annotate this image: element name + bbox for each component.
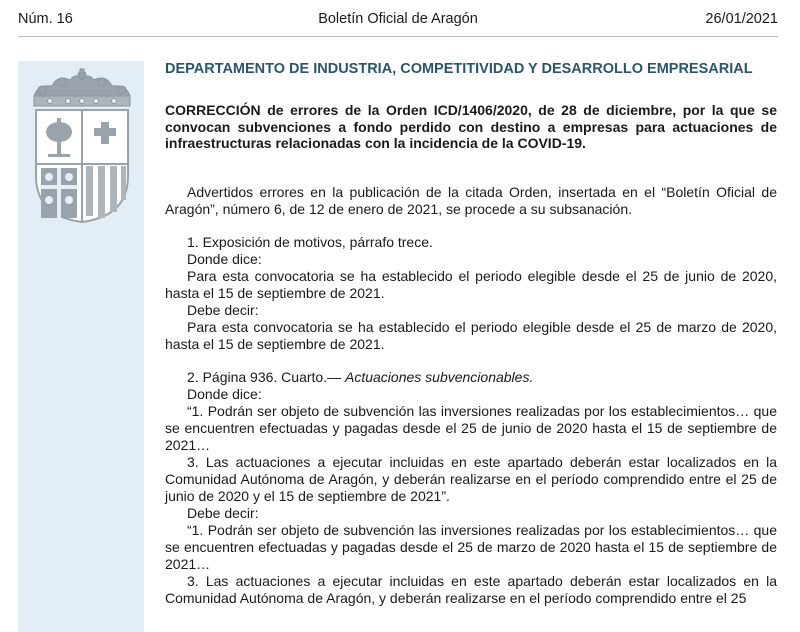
paragraph-debe-decir-2: Debe decir: — [187, 504, 259, 521]
document-content — [165, 61, 777, 607]
document-title: CORRECCIÓN de errores de la Orden ICD/1406/2020, de 28 de diciembre, por la que se convocan subvenciones a fondo perdido con destino a empresas para actuaciones de infraestructuras relacionadas con la incidencia de la COVID-19. — [165, 102, 777, 151]
header-divider — [18, 36, 778, 37]
paragraph-donde-dice-2: Donde dice: — [187, 385, 262, 402]
issue-number: Núm. 16 — [18, 11, 73, 27]
paragraph-donde-dice-1: Donde dice: — [187, 250, 262, 267]
paragraph-corrected-2a: “1. Podrán ser objeto de subvención las inversiones realizadas por los establecimientos… que se encuentren efectuadas y pagadas desde el 25 de marzo de 2020 hasta el 15 de septiembre de 2021… — [165, 521, 777, 572]
page-header — [18, 11, 778, 33]
document-body — [165, 184, 777, 607]
item-2-prefix: 2. Página 936. Cuarto.— — [187, 368, 345, 385]
paragraph-item-1: 1. Exposición de motivos, párrafo trece. — [187, 233, 433, 250]
paragraph-corrected-1: Para esta convocatoria se ha establecido el periodo elegible desde el 25 de marzo de 2020, hasta el 15 de septiembre de 2021. — [165, 318, 777, 352]
department-heading: DEPARTAMENTO DE INDUSTRIA, COMPETITIVIDAD Y DESARROLLO EMPRESARIAL — [165, 61, 753, 77]
paragraph-intro: Advertidos errores en la publicación de la citada Orden, insertada en el “Boletín Oficial de Aragón”, número 6, de 12 de enero de 2021, se procede a su subsanación. — [165, 183, 777, 217]
publication-name: Boletín Oficial de Aragón — [318, 11, 478, 27]
item-2-italic: Actuaciones subvencionables. — [345, 368, 534, 385]
paragraph-item-2 — [165, 369, 777, 386]
paragraph-original-2b: 3. Las actuaciones a ejecutar incluidas en este apartado deberán estar localizados en la Comunidad Autónoma de Aragón, y deberán realizarse en el período comprendido entre el 25 de junio de 2020 y el 15 de septiembre de 2021”. — [165, 453, 777, 504]
aragon-coat-of-arms-icon — [28, 66, 136, 226]
paragraph-corrected-2b: 3. Las actuaciones a ejecutar incluidas en este apartado deberán estar localizados en la Comunidad Autónoma de Aragón, y deberán realizarse en el período comprendido entre el 25 — [165, 572, 777, 606]
paragraph-original-2a: “1. Podrán ser objeto de subvención las inversiones realizadas por los establecimientos… que se encuentren efectuadas y pagadas desde el 25 de junio de 2020 hasta el 15 de septiembre de 2021… — [165, 402, 777, 453]
paragraph-original-1: Para esta convocatoria se ha establecido el periodo elegible desde el 25 de junio de 2020, hasta el 15 de septiembre de 2021. — [165, 267, 777, 301]
publication-date: 26/01/2021 — [705, 11, 778, 27]
paragraph-debe-decir-1: Debe decir: — [187, 301, 259, 318]
